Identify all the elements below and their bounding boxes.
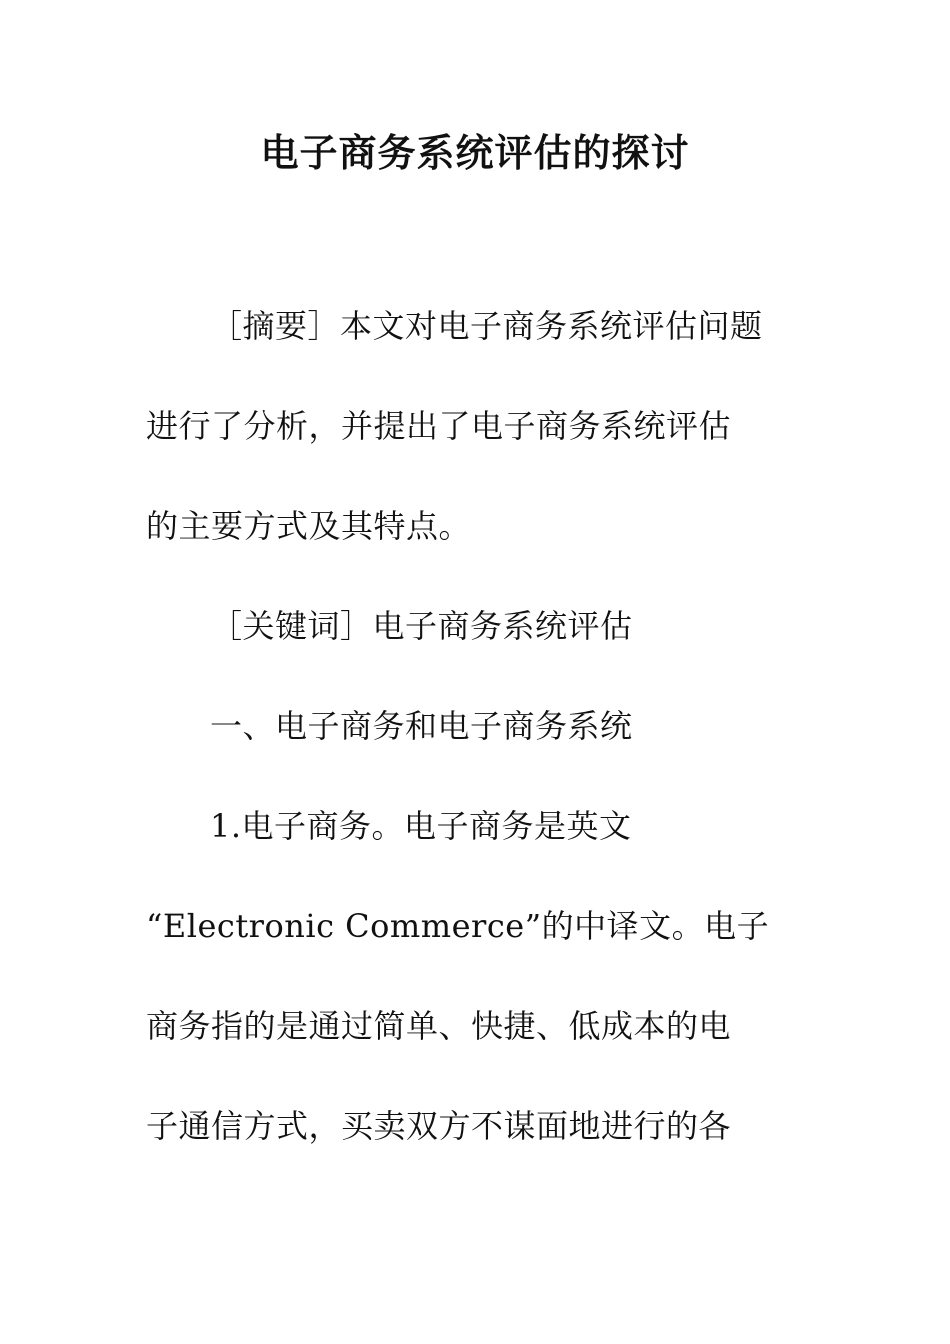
body-line-4: 子通信方式，买卖双方不谋面地进行的各 <box>146 1107 732 1145</box>
abstract-line-1: ［摘要］本文对电子商务系统评估问题 <box>210 307 763 345</box>
body-line-3: 商务指的是通过简单、快捷、低成本的电 <box>146 1007 732 1045</box>
abstract-line-3: 的主要方式及其特点。 <box>146 507 472 545</box>
section-heading: 一、电子商务和电子商务系统 <box>210 707 633 745</box>
document-title: 电子商务系统评估的探讨 <box>260 131 690 175</box>
body-line-1: 1.电子商务。电子商务是英文 <box>210 807 632 845</box>
keywords-line: ［关键词］电子商务系统评估 <box>210 607 633 645</box>
abstract-line-2: 进行了分析，并提出了电子商务系统评估 <box>146 407 732 445</box>
body-line-2: “Electronic Commerce”的中译文。电子 <box>146 907 770 945</box>
